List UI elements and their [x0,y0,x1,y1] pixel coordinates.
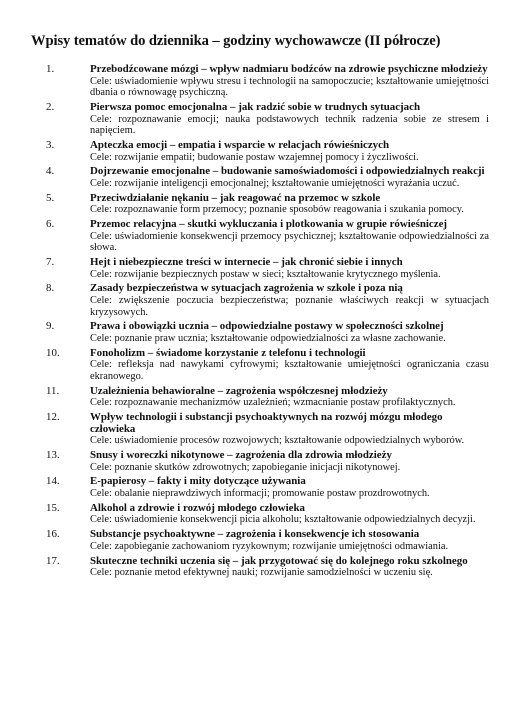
list-item [0,219,507,254]
topic-goals: Cele: uświadomienie procesów rozwojowych; kształtowanie odpowiedzialnych wyborów. [90,435,465,447]
item-number: 1. [46,63,55,75]
item-number: 12. [46,411,60,424]
topic-goals: Cele: obalanie nieprawdziwych informacji; promowanie postaw prozdrowotnych. [90,488,430,500]
list-item [0,529,507,552]
topic-goals: Cele: zwiększenie poczucia bezpieczeństwa; poznanie właściwych reakcji w sytuacjach kryzysowych. [90,295,489,318]
topic-goals: Cele: rozwijanie inteligencji emocjonalnej; kształtowanie umiejętności wyrażania uczuć. [90,177,460,189]
topic-title: Prawa i obowiązki ucznia – odpowiedzialne postawy w społeczności szkolnej [90,320,444,333]
list-item [0,348,507,383]
topic-title: Przemoc relacyjna – skutki wykluczania i plotkowania w grupie rówieśniczej [90,218,448,231]
topic-goals: Cele: uświadomienie konsekwencji przemocy psychicznej; kształtowanie odpowiedzialności za słowa. [90,230,489,254]
list-item [0,412,507,447]
topic-goals: Cele: zapobieganie zachowaniom ryzykownym; rozwijanie umiejętności odmawiania. [90,540,449,552]
topic-title: Wpływ technologii i substancji psychoaktywnych na rozwój mózgu młodego człowieka [90,411,443,435]
list-item [0,283,507,318]
topic-goals: Cele: rozpoznawanie mechanizmów uzależnień; wzmacnianie postaw profilaktycznych. [90,397,456,409]
list-item [0,193,507,216]
topic-title: Snusy i woreczki nikotynowe – zagrożenia dla zdrowia młodzieży [90,449,392,462]
list-item [0,321,507,344]
list-item [0,64,507,99]
topic-goals: Cele: rozwijanie bezpiecznych postaw w sieci; kształtowanie krytycznego myślenia. [90,268,441,280]
topic-title: Alkohol a zdrowie i rozwój młodego człowieka [90,501,305,514]
topic-goals: Cele: rozwijanie empatii; budowanie postaw wzajemnej pomocy i życzliwości. [90,151,419,163]
topic-title: Dojrzewanie emocjonalne – budowanie samoświadomości i odpowiedzialnych reakcji [90,165,485,178]
topic-goals: Cele: poznanie skutków zdrowotnych; zapobieganie inicjacji nikotynowej. [90,461,401,473]
list-item [0,503,507,526]
item-number: 15. [46,501,60,514]
topic-title: Hejt i niebezpieczne treści w internecie – jak chronić siebie i innych [90,256,403,269]
list-item [0,476,507,499]
item-number: 14. [46,475,60,488]
document-title: Wpisy tematów do dziennika – godziny wychowawcze (II półrocze) [31,33,441,49]
item-number: 17. [46,554,60,567]
topic-title: Zasady bezpieczeństwa w sytuacjach zagrożenia w szkole i poza nią [90,282,403,295]
list-item [0,450,507,473]
item-number: 5. [46,191,55,204]
topic-title: Apteczka emocji – empatia i wsparcie w relacjach rówieśniczych [90,138,390,151]
topic-goals: Cele: poznanie praw ucznia; kształtowanie odpowiedzialności za własne zachowanie. [90,332,446,344]
list-item [0,257,507,280]
topic-goals: Cele: uświadomienie wpływu stresu i technologii na samopoczucie; kształtowanie umiejętności dbania o równowagę psychiczną. [90,75,489,99]
item-number: 2. [46,100,55,113]
item-number: 8. [46,282,55,295]
topic-goals: Cele: rozpoznawanie emocji; nauka podstawowych technik radzenia sobie ze stresem i napięciem. [90,113,489,137]
topic-title: Substancje psychoaktywne – zagrożenia i konsekwencje ich stosowania [90,528,420,541]
item-number: 4. [46,165,55,178]
list-item [0,102,507,137]
item-number: 10. [46,346,60,359]
topic-title: Skuteczne techniki uczenia się – jak przygotować się do kolejnego roku szkolnego [90,554,468,567]
item-number: 7. [46,256,55,269]
list-item [0,556,507,579]
item-number: 13. [46,449,60,462]
list-item [0,166,507,189]
topic-title: E-papierosy – fakty i mity dotyczące używania [90,475,306,488]
topic-list [0,64,507,582]
topic-goals: Cele: refleksja nad nawykami cyfrowymi; kształtowanie umiejętności ograniczania czasu ekranowego. [90,359,489,382]
item-number: 3. [46,138,55,151]
topic-title: Uzależnienia behawioralne – zagrożenia współczesnej młodzieży [90,384,388,397]
topic-title: Przebodźcowane mózgi – wpływ nadmiaru bodźców na zdrowie psychiczne młodzieży [90,63,488,75]
topic-goals: Cele: poznanie metod efektywnej nauki; rozwijanie samodzielności w uczeniu się. [90,567,433,579]
topic-title: Fonoholizm – świadome korzystanie z telefonu i technologii [90,346,366,359]
topic-goals: Cele: rozpoznawanie form przemocy; poznanie sposobów reagowania i szukania pomocy. [90,204,464,216]
item-number: 9. [46,320,55,333]
topic-title: Pierwsza pomoc emocjonalna – jak radzić sobie w trudnych sytuacjach [90,100,421,113]
topic-goals: Cele: uświadomienie konsekwencji picia alkoholu; kształtowanie odpowiedzialnych decyzji. [90,514,476,526]
list-item [0,386,507,409]
list-item [0,140,507,163]
item-number: 11. [46,384,60,397]
item-number: 6. [46,218,55,231]
item-number: 16. [46,528,60,541]
topic-title: Przeciwdziałanie nękaniu – jak reagować na przemoc w szkole [90,191,381,204]
